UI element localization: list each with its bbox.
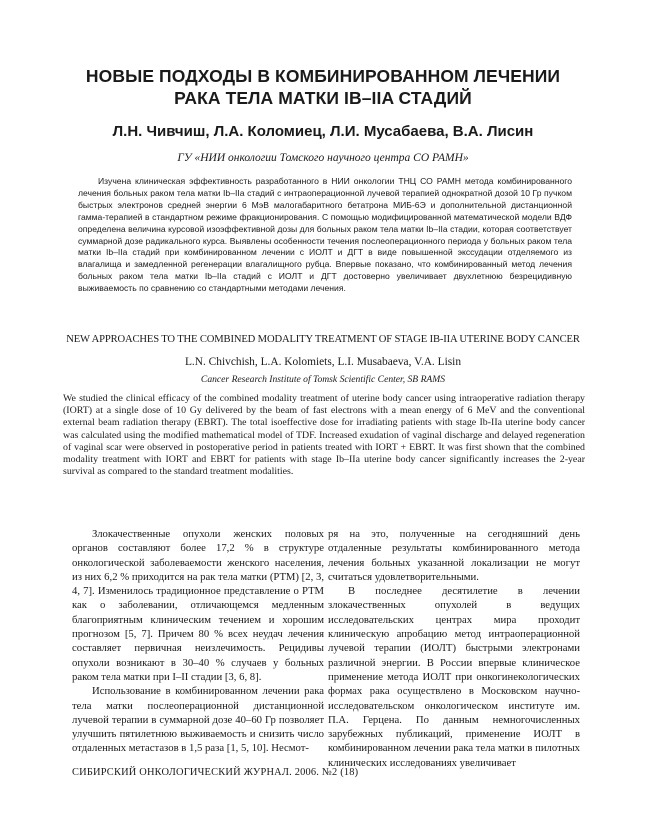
affiliation-en: Cancer Research Institute of Tomsk Scientific Center, SB RAMS (200, 374, 446, 385)
article-title-ru: НОВЫЕ ПОДХОДЫ В КОМБИНИРОВАННОМ ЛЕЧЕНИИ РАКА ТЕЛА МАТКИ IB–IIA СТАДИЙ (85, 66, 561, 108)
body-column-right (328, 527, 580, 770)
article-title-en: NEW APPROACHES TO THE COMBINED MODALITY TREATMENT OF STAGE IB-IIA UTERINE BODY CANCER (66, 334, 580, 345)
body-paragraph: ря на это, полученные на сегодняшний день отдаленные результаты комбинированного метода лечения больных указанной локализации не могут считаться удовлетворительными. (328, 528, 580, 583)
abstract-en: We studied the clinical efficacy of the combined modality treatment of uterine body cancer using intraoperative radiation therapy (IORT) at a single dose of 10 Gy delivered by the beam of fast electrons with a mean energy of 6 MeV and the conventional external beam radiation therapy (EBRT). The total isoeffective dose for irradiating patients with stage Ib-IIa uterine body cancer was calculated using the modified mathematical model of TDF. Increased exudation of vaginal discharge and delayed regeneration of vaginal scar were observed in postoperative period in patients treated with IORT + EBRT. It was first shown that the combined modality treatment with IORT and EBRT for patients with stage Ib–IIa uterine body cancer significantly increases the 2-year survival as compared to the standard treatment modalities. (63, 393, 585, 478)
body-paragraph: Злокачественные опухоли женских половых органов составляют более 17,2 % в структуре онкологической заболеваемости женского населения, из них 6,2 % приходится на рак тела матки (РТМ) [2, 3, 4, 7]. Изменилось традиционное представление о РТМ как о заболевании, отличающемся медленным благоприятным клиническим течением и хорошим прогнозом [5, 7]. Причем 80 % всех неудач лечения составляет первичная неизлечимость. Рецидивы опухоли возникают в 30–40 % случаев у больных раком тела матки при I–II стадии [3, 6, 8]. (72, 528, 324, 683)
abstract-ru: Изучена клиническая эффективность разработанного в НИИ онкологии ТНЦ СО РАМН метода комбинированного лечения больных раком тела матки Ib–IIa стадий с интраоперационной лучевой терапией однократной дозой 10 Гр пучком быстрых электронов средней энергии 6 МэВ малогабаритного бетатрона МИБ-6Э и дополнительной дистанционной гамма-терапией в стандартном режиме фракционирования. С помощью модифицированной математической модели ВДФ определена величина курсовой изоэффективной дозы для больных раком тела матки Ib–IIa стадии, которая соответствует суммарной дозе радикального курса. Выявлены особенности течения послеоперационного периода у больных раком тела матки Ib–IIa стадий при комбинированном лечении с ИОЛТ и ДГТ в виде повышенной экссудации отделяемого из влагалища и замедленной регенерации влагалищного рубца. Впервые показано, что комбинированный метод лечения больных раком тела матки Ib–IIa стадий с ИОЛТ и ДГТ достоверно увеличивает двухлетнюю безрецидивную выживаемость по сравнению со стандартными методами лечения. (78, 176, 572, 294)
authors-en: L.N. Chivchish, L.A. Kolomiets, L.I. Musabaeva, V.A. Lisin (184, 356, 462, 368)
body-paragraph: В последнее десятилетие в лечении злокачественных опухолей в ведущих исследовательских центрах мира проходит клиническую апробацию метод интраоперационной лучевой терапии (ИОЛТ) быстрыми электронами различной энергии. В России впервые клиническое применение метода ИОЛТ при онкогинекологических формах рака осуществлено в Московском научно-исследовательском онкологическом институте им. П.А. Герцена. По данным немногочисленных зарубежных публикаций, применение ИОЛТ в комбинированном лечении рака тела матки в пилотных клинических исследованиях увеличивает (328, 585, 580, 769)
body-column-left (72, 527, 324, 756)
journal-footer: СИБИРСКИЙ ОНКОЛОГИЧЕСКИЙ ЖУРНАЛ. 2006. №2 (18) (72, 767, 359, 778)
body-paragraph: Использование в комбинированном лечении рака тела матки послеоперационной дистанционной лучевой терапии в суммарной дозе 40–60 Гр позволяет улучшить пятилетнюю выживаемость и снизить число отдаленных метастазов в 1,5 раза [1, 5, 10]. Несмот- (72, 685, 324, 755)
affiliation-ru: ГУ «НИИ онкологии Томского научного центра СО РАМН» (177, 152, 469, 164)
authors-ru: Л.Н. Чивчиш, Л.А. Коломиец, Л.И. Мусабаева, В.А. Лисин (112, 123, 534, 140)
